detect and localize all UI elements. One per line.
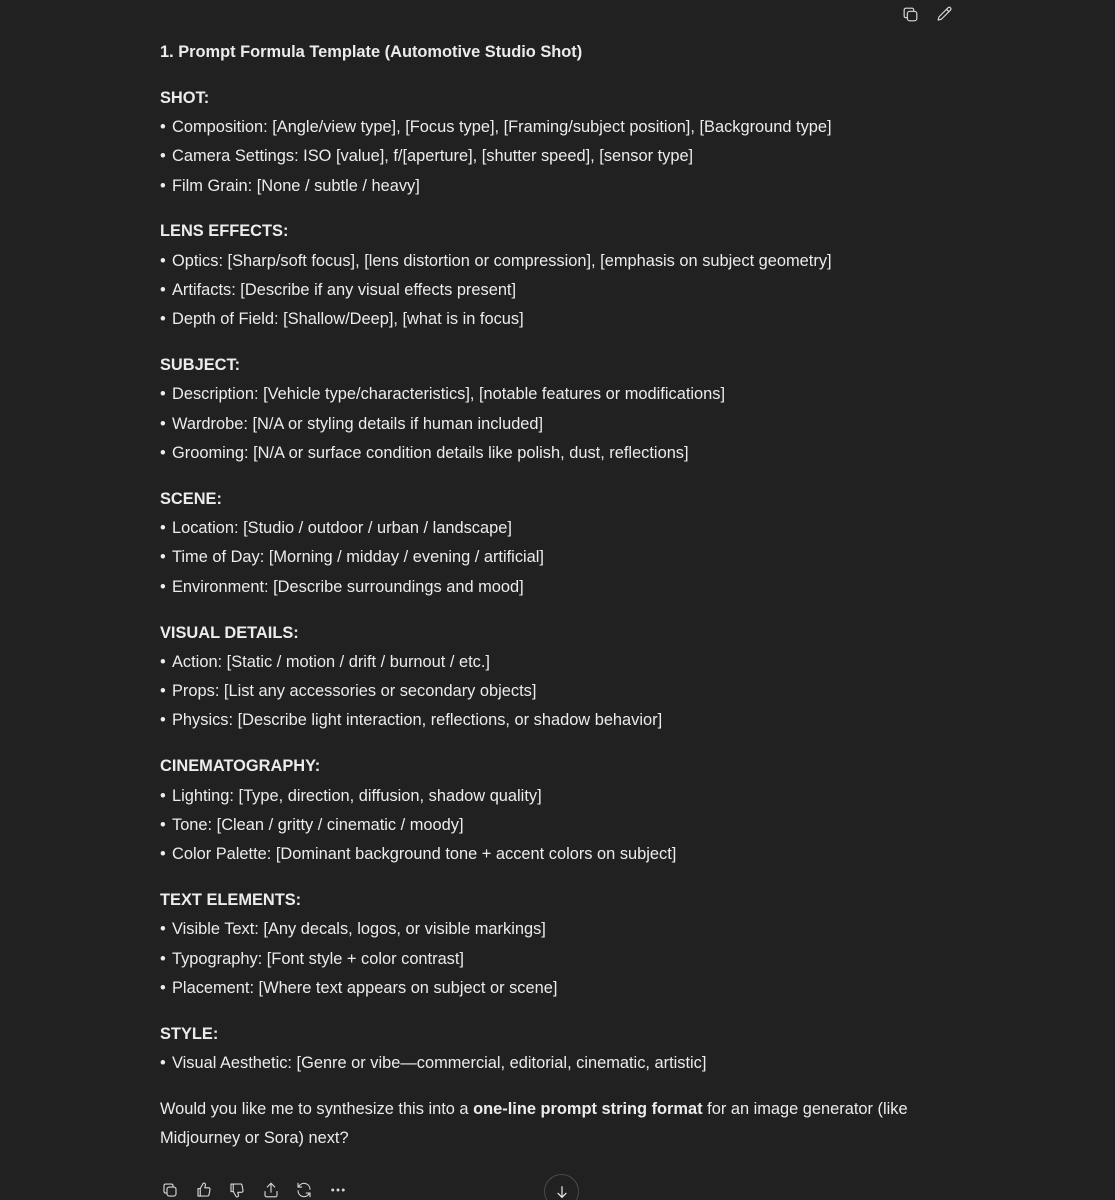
bullet-dot: •	[160, 176, 166, 195]
bullet-item	[160, 172, 960, 201]
template-section	[160, 1020, 960, 1079]
bullet-text: Visual Aesthetic: [Genre or vibe—commercial, editorial, cinematic, artistic]	[172, 1053, 707, 1072]
bullet-text: Optics: [Sharp/soft focus], [lens distortion or compression], [emphasis on subject geometry]	[172, 251, 832, 270]
bullet-item	[160, 439, 960, 468]
pencil-icon[interactable]	[932, 2, 956, 26]
bullet-dot: •	[160, 1053, 166, 1072]
bullet-item	[160, 1049, 960, 1078]
bullet-item	[160, 945, 960, 974]
thumbs-down-icon[interactable]	[225, 1178, 249, 1200]
bullet-dot: •	[160, 310, 166, 329]
bullet-item	[160, 514, 960, 543]
message-top-actions	[898, 2, 956, 26]
bullet-text: Depth of Field: [Shallow/Deep], [what is in focus]	[172, 310, 524, 329]
bullet-text: Environment: [Describe surroundings and mood]	[172, 577, 524, 596]
bullet-item	[160, 543, 960, 572]
arrow-down-icon	[554, 1184, 570, 1200]
closing-question	[160, 1095, 960, 1154]
bullet-text: Film Grain: [None / subtle / heavy]	[172, 176, 420, 195]
bullet-item	[160, 113, 960, 142]
bullet-text: Placement: [Where text appears on subject or scene]	[172, 978, 558, 997]
template-section	[160, 886, 960, 1003]
bullet-text: Wardrobe: [N/A or styling details if human included]	[172, 414, 544, 433]
closing-text-bold: one-line prompt string format	[473, 1099, 703, 1118]
message-heading: 1. Prompt Formula Template (Automotive Studio Shot)	[160, 43, 583, 61]
bullet-text: Props: [List any accessories or secondary objects]	[172, 682, 537, 701]
bullet-item	[160, 276, 960, 305]
closing-text-after: for an image generator (like Midjourney or Sora) next?	[160, 1099, 908, 1147]
bullet-text: Time of Day: [Morning / midday / evening / artificial]	[172, 548, 544, 567]
bullet-item	[160, 573, 960, 602]
bullet-text: Description: [Vehicle type/characteristics], [notable features or modifications]	[172, 385, 725, 404]
bullet-text: Composition: [Angle/view type], [Focus type], [Framing/subject position], [Background type]	[172, 118, 832, 137]
bullet-dot: •	[160, 519, 166, 538]
bullet-dot: •	[160, 147, 166, 166]
section-title: LENS EFFECTS:	[160, 222, 289, 241]
section-title: SHOT:	[160, 88, 210, 107]
template-section	[160, 485, 960, 602]
bullet-item	[160, 974, 960, 1003]
bullet-text: Physics: [Describe light interaction, reflections, or shadow behavior]	[172, 711, 663, 730]
bullet-dot: •	[160, 281, 166, 300]
bullet-dot: •	[160, 682, 166, 701]
bullet-text: Grooming: [N/A or surface condition details like polish, dust, reflections]	[172, 444, 689, 463]
scroll-to-bottom-button[interactable]	[544, 1174, 579, 1200]
bullet-dot: •	[160, 949, 166, 968]
bullet-text: Tone: [Clean / gritty / cinematic / moody]	[172, 815, 464, 834]
template-section	[160, 619, 960, 736]
assistant-message	[160, 38, 960, 1170]
copy-icon[interactable]	[898, 2, 922, 26]
bullet-dot: •	[160, 548, 166, 567]
share-icon[interactable]	[259, 1178, 283, 1200]
bullet-dot: •	[160, 118, 166, 137]
copy-icon[interactable]	[158, 1178, 182, 1200]
bullet-dot: •	[160, 920, 166, 939]
more-icon[interactable]	[326, 1178, 350, 1200]
template-section	[160, 84, 960, 201]
bullet-item	[160, 915, 960, 944]
bullet-item	[160, 380, 960, 409]
bullet-item	[160, 782, 960, 811]
template-section	[160, 217, 960, 334]
bullet-text: Lighting: [Type, direction, diffusion, shadow quality]	[172, 786, 542, 805]
bullet-text: Action: [Static / motion / drift / burnout / etc.]	[172, 652, 490, 671]
bullet-text: Color Palette: [Dominant background tone + accent colors on subject]	[172, 845, 677, 864]
section-title: TEXT ELEMENTS:	[160, 890, 302, 909]
bullet-dot: •	[160, 577, 166, 596]
template-sections	[160, 84, 960, 1078]
section-title: VISUAL DETAILS:	[160, 623, 299, 642]
bullet-item	[160, 677, 960, 706]
bullet-item	[160, 811, 960, 840]
thumbs-up-icon[interactable]	[192, 1178, 216, 1200]
bullet-dot: •	[160, 251, 166, 270]
bullet-item	[160, 247, 960, 276]
template-section	[160, 351, 960, 468]
section-title: STYLE:	[160, 1024, 219, 1043]
bullet-text: Location: [Studio / outdoor / urban / landscape]	[172, 519, 512, 538]
bullet-dot: •	[160, 978, 166, 997]
message-bottom-actions	[158, 1178, 350, 1200]
bullet-item	[160, 840, 960, 869]
section-title: CINEMATOGRAPHY:	[160, 757, 321, 776]
bullet-dot: •	[160, 786, 166, 805]
bullet-item	[160, 648, 960, 677]
bullet-dot: •	[160, 711, 166, 730]
bullet-text: Artifacts: [Describe if any visual effects present]	[172, 281, 517, 300]
bullet-dot: •	[160, 815, 166, 834]
section-title: SUBJECT:	[160, 356, 241, 375]
closing-text-before: Would you like me to synthesize this into a	[160, 1099, 474, 1118]
bullet-item	[160, 305, 960, 334]
bullet-text: Visible Text: [Any decals, logos, or visible markings]	[172, 920, 546, 939]
bullet-dot: •	[160, 385, 166, 404]
template-section	[160, 752, 960, 869]
bullet-dot: •	[160, 845, 166, 864]
bullet-text: Typography: [Font style + color contrast]	[172, 949, 464, 968]
bullet-item	[160, 706, 960, 735]
bullet-text: Camera Settings: ISO [value], f/[aperture], [shutter speed], [sensor type]	[172, 147, 694, 166]
bullet-dot: •	[160, 444, 166, 463]
bullet-item	[160, 142, 960, 171]
bullet-item	[160, 410, 960, 439]
bullet-dot: •	[160, 652, 166, 671]
bullet-dot: •	[160, 414, 166, 433]
regenerate-icon[interactable]	[292, 1178, 316, 1200]
section-title: SCENE:	[160, 489, 222, 508]
